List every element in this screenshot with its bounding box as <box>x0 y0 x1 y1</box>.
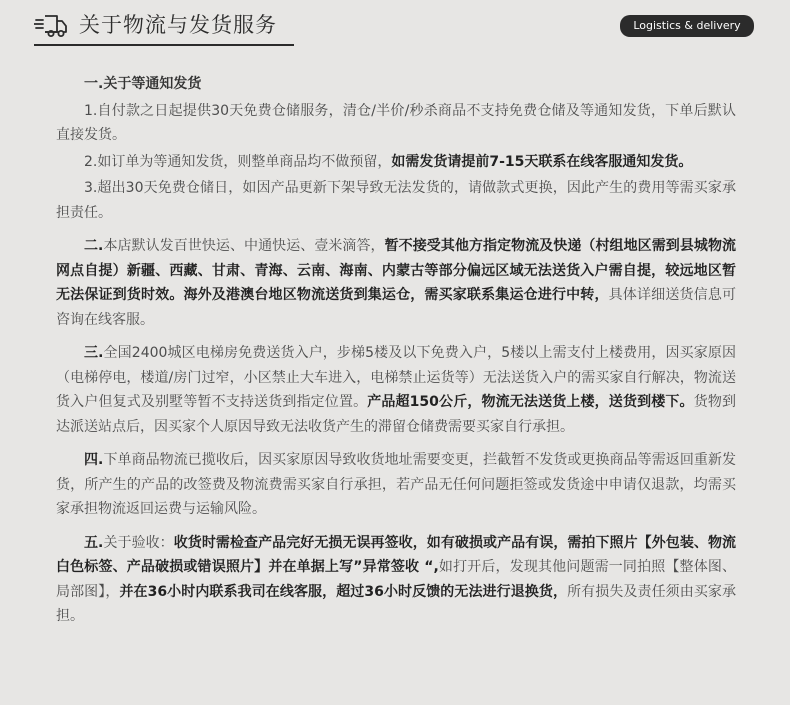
section-2-text-a: 本店默认发百世快运、中通快运、壹米滴答， <box>103 238 385 254</box>
logistics-badge: Logistics & delivery <box>620 15 754 37</box>
section-header <box>0 0 790 60</box>
section-5-paragraph <box>56 531 736 629</box>
section-5-text-a: 关于验收： <box>103 534 174 551</box>
delivery-truck-icon <box>34 12 68 42</box>
title-underline <box>34 44 294 46</box>
section-2-paragraph <box>56 234 736 332</box>
policy-content <box>56 72 736 629</box>
section-4-text-a: 下单商品物流已揽收后，因买家原因导致收货地址需要变更，拦截暂不发货或更换商品等需返回重新发货，所产生的产品的改签费及物流费需买家自行承担，若产品无任何问题拒签或发货途中申请仅退款，均需买家承担物流返回运费与运输风险。 <box>56 452 737 517</box>
item-2-emphasis: 如需发货请提前7-15天联系在线客服通知发货。 <box>391 153 693 170</box>
section-4-number: 四. <box>84 452 104 468</box>
section-2-number: 二. <box>84 238 104 254</box>
item-2-text: 2.如订单为等通知发货，则整单商品均不做预留， <box>84 153 392 170</box>
section-4-paragraph <box>56 448 736 522</box>
page-title: 关于物流与发货服务 <box>79 13 277 37</box>
section-5-emphasis-1: 收货时需检查产品完好无损无误再签收，如有破损或产品有误，需拍下照片【外包装、物流白色标签、产品破损或错误照片】并在单据上写”异常签收 “, <box>56 534 737 575</box>
section-5-text-e: 所有损失及责任须由买家承担。 <box>56 583 737 624</box>
section-3-paragraph <box>56 341 736 439</box>
section-1-item-2 <box>56 150 736 175</box>
section-5-emphasis-2: 并在36小时内联系我司在线客服，超过36小时反馈的无法进行退换货， <box>119 583 568 600</box>
section-1-item-3: 3.超出30天免费仓储日，如因产品更新下架导致无法发货的，请做款式更换，因此产生的费用等需买家承担责任。 <box>56 180 736 221</box>
section-1-heading: 一.关于等通知发货 <box>84 76 202 92</box>
section-5-number: 五. <box>84 534 104 551</box>
section-3-text-a: 全国2400城区电梯房免费送货入户，步梯5楼及以下免费入户，5楼以上需支付上楼费用，因买家原因（电梯停电，楼道/房门过窄，小区禁止大车进入，电梯禁止运货等）无法送货入户的需买家自行解决，物流送货入户但复式及别墅等暂不支持送货到指定位置。 <box>56 345 736 410</box>
section-2-text-c: 具体详细送货信息可咨询在线客服。 <box>56 287 737 328</box>
section-3-number: 三. <box>84 345 104 361</box>
section-5-text-c: 如打开后，发现其他问题需一同拍照【整体图、局部图】， <box>56 559 737 600</box>
section-2-emphasis: 暂不接受其他方指定物流及快递（村组地区需到县城物流网点自提）新疆、西藏、甘肃、青海、云南、海南、内蒙古等部分偏远区域无法送货入户需自提，较远地区暂无法保证到货时效。海外及港澳台地区物流送货到集运仓，需买家联系集运仓进行中转， <box>56 238 737 303</box>
section-3-text-c: 货物到达派送站点后，因买家个人原因导致无法收货产生的滞留仓储费需要买家自行承担。 <box>56 394 736 435</box>
section-3-emphasis: 产品超150公斤，物流无法送货上楼，送货到楼下。 <box>367 394 694 410</box>
section-1-item-1: 1.自付款之日起提供30天免费仓储服务，清仓/半价/秒杀商品不支持免费仓储及等通知发货，下单后默认直接发货。 <box>56 102 736 143</box>
